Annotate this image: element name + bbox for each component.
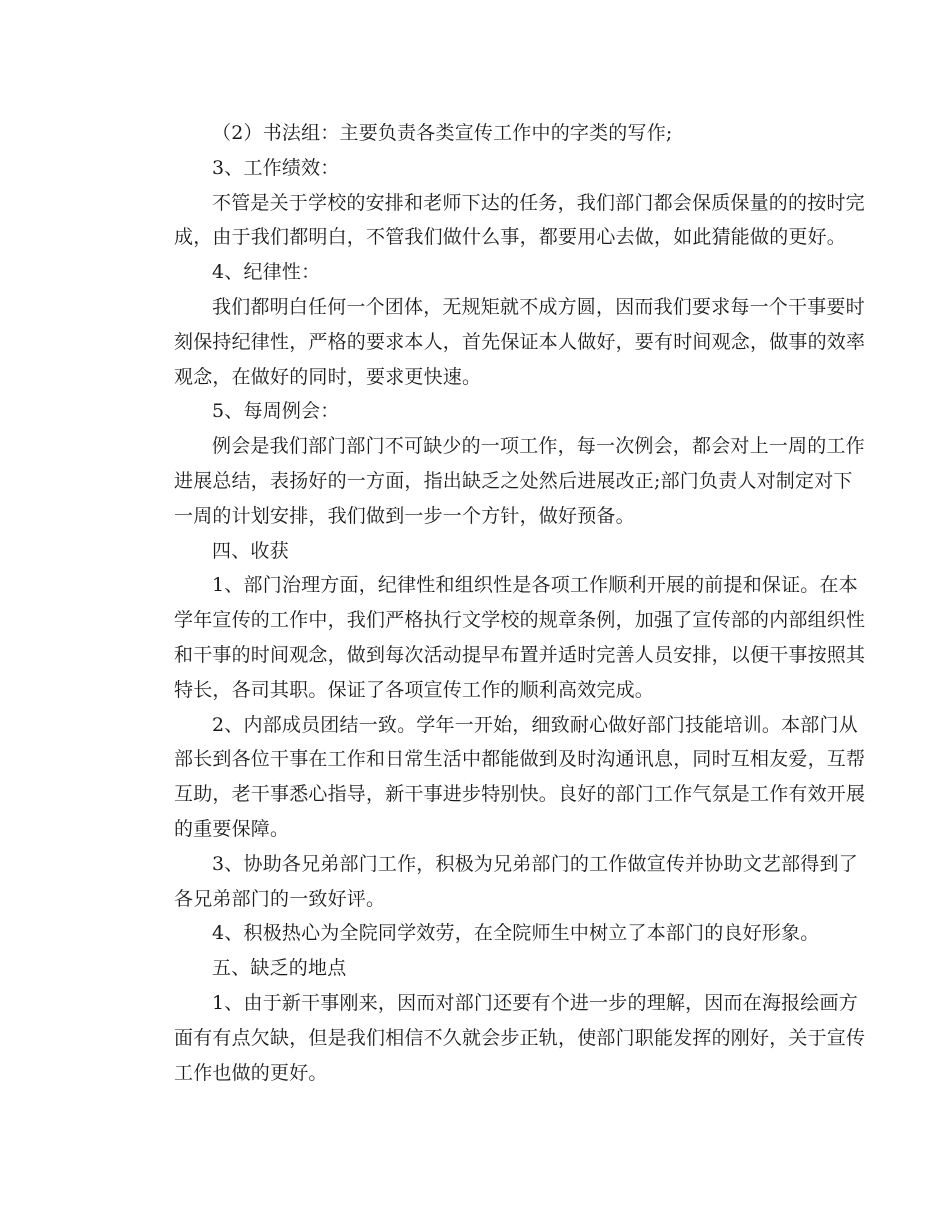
text-line: 4、积极热心为全院同学效劳，在全院师生中树立了本部门的良好形象。 bbox=[212, 922, 820, 945]
text-line: 刻保持纪律性，严格的要求本人，首先保证本人做好，要有时间观念，做事的效率 bbox=[174, 330, 866, 353]
text-line: 特长，各司其职。保证了各项宣传工作的顺利高效完成。 bbox=[174, 678, 655, 701]
text-line: 各兄弟部门的一致好评。 bbox=[174, 887, 386, 910]
paragraph-weekly-meeting bbox=[136, 429, 865, 533]
text-line: 4、纪律性： bbox=[212, 261, 321, 284]
paragraph-work-performance bbox=[136, 186, 865, 256]
text-line: 的重要保障。 bbox=[174, 817, 290, 840]
text-line: 成，由于我们都明白，不管我们做什么事，都要用心去做，如此猜能做的更好。 bbox=[174, 226, 847, 249]
text-line: 1、部门治理方面，纪律性和组织性是各项工作顺利开展的前提和保证。在本 bbox=[212, 574, 858, 597]
text-line: 3、协助各兄弟部门工作，积极为兄弟部门的工作做宣传并协助文艺部得到了 bbox=[212, 852, 858, 875]
document-body bbox=[136, 116, 866, 1090]
text-line: 一周的计划安排，我们做到一步一个方针，做好预备。 bbox=[174, 504, 635, 527]
text-line: 工作也做的更好。 bbox=[174, 1061, 328, 1084]
text-line: 互助，老干事悉心指导，新干事进步特别快。良好的部门工作气氛是工作有效开展 bbox=[174, 783, 866, 806]
paragraph-harvest-1 bbox=[136, 568, 866, 707]
text-line: 部长到各位干事在工作和日常生活中都能做到及时沟通讯息，同时互相友爱，互帮 bbox=[174, 748, 866, 771]
heading-work-performance bbox=[136, 151, 816, 186]
text-line: 学年宣传的工作中，我们严格执行文学校的规章条例，加强了宣传部的内部组织性 bbox=[174, 609, 866, 632]
text-line: 不管是关于学校的安排和老师下达的任务，我们部门都会保质保量的的按时完 bbox=[212, 191, 865, 214]
text-line: 和干事的时间观念，做到每次活动提早布置并适时完善人员安排，以便干事按照其 bbox=[174, 643, 866, 666]
text-line: 五、缺乏的地点 bbox=[212, 957, 347, 980]
text-line: 5、每周例会： bbox=[212, 400, 340, 423]
heading-weekly-meeting bbox=[136, 394, 816, 429]
text-line: 1、由于新干事刚来，因而对部门还要有个进一步的理解，因而在海报绘画方 bbox=[212, 991, 858, 1014]
heading-shortcomings bbox=[136, 951, 816, 986]
text-line: 观念，在做好的同时，要求更快速。 bbox=[174, 365, 482, 388]
paragraph-calligraphy-group bbox=[136, 116, 816, 151]
text-line: （2）书法组：主要负责各类宣传工作中的字类的写作; bbox=[212, 122, 673, 144]
heading-harvest bbox=[136, 534, 816, 569]
text-line: 2、内部成员团结一致。学年一开始，细致耐心做好部门技能培训。本部门从 bbox=[212, 713, 858, 736]
heading-discipline bbox=[136, 255, 816, 290]
paragraph-shortcomings-1 bbox=[136, 986, 866, 1090]
paragraph-harvest-2 bbox=[136, 708, 866, 847]
paragraph-discipline bbox=[136, 290, 866, 394]
paragraph-harvest-4 bbox=[136, 916, 820, 951]
text-line: 面有有点欠缺，但是我们相信不久就会步正轨，使部门职能发挥的刚好，关于宣传 bbox=[174, 1026, 866, 1049]
text-line: 3、工作绩效： bbox=[212, 156, 340, 179]
text-line: 例会是我们部门部门不可缺少的一项工作，每一次例会，都会对上一周的工作 bbox=[212, 435, 865, 458]
text-line: 进展总结，表扬好的一方面，指出缺乏之处然后进展改正;部门负责人对制定对下 bbox=[174, 469, 853, 492]
text-line: 我们都明白任何一个团体，无规矩就不成方圆，因而我们要求每一个干事要时 bbox=[212, 295, 865, 318]
text-line: 四、收获 bbox=[212, 539, 289, 562]
paragraph-harvest-3 bbox=[136, 847, 858, 917]
